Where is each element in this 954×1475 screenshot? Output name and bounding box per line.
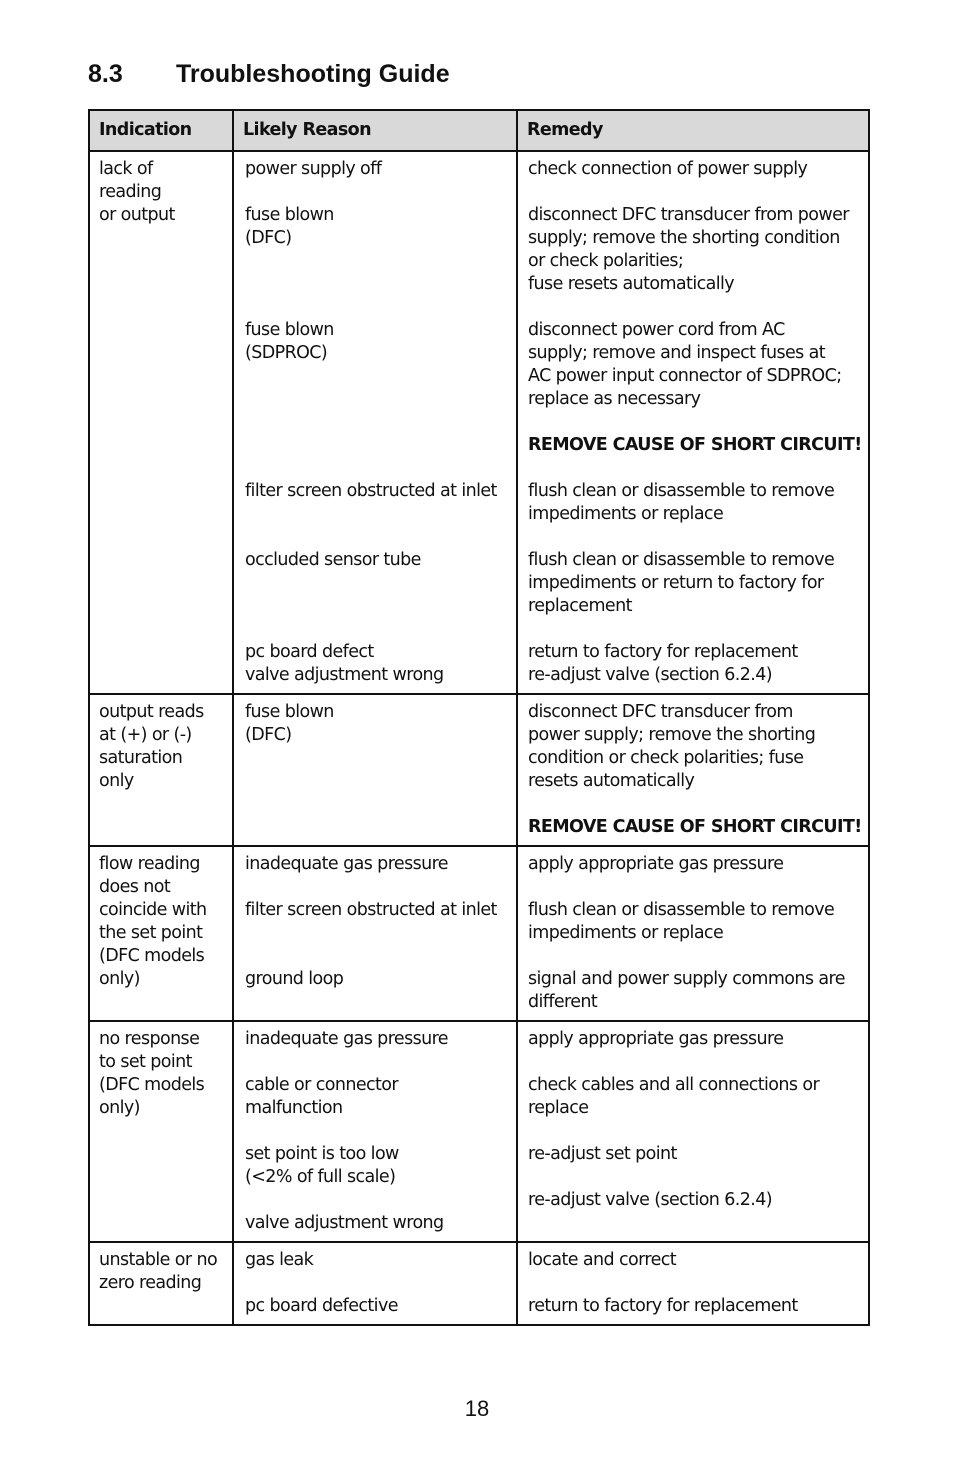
reason-text: fuse blown (DFC) [245,205,334,248]
remedy-cell [517,1021,869,1242]
remedy-text: disconnect DFC transducer from power supply; remove the shorting condition or check polarities; fuse resets automatically [528,702,816,791]
reason-text: occluded sensor tube [245,550,421,570]
indication-text: unstable or no zero reading [99,1250,218,1293]
section-title: Troubleshooting Guide [176,60,450,88]
reason-text: set point is too low (<2% of full scale) [245,1144,399,1187]
likely-reason-cell [233,151,517,694]
table-row [89,1021,869,1242]
reason-text: power supply off [245,159,382,179]
indication-cell [89,694,233,846]
remedy-cell [517,846,869,1021]
remedy-text: re-adjust valve (section 6.2.4) [528,1190,773,1210]
short-circuit-warning: REMOVE CAUSE OF SHORT CIRCUIT! [528,435,862,455]
remedy-text: locate and correct [528,1250,677,1270]
table-row [89,1242,869,1325]
reason-text: ground loop [245,969,344,989]
page-number: 18 [464,1396,490,1421]
remedy-text: re-adjust valve (section 6.2.4) [528,665,773,685]
remedy-text: re-adjust set point [528,1144,677,1164]
indication-text: output reads at (+) or (-) saturation only [99,702,204,791]
short-circuit-warning: REMOVE CAUSE OF SHORT CIRCUIT! [528,817,862,837]
indication-cell [89,1021,233,1242]
remedy-text: return to factory for replacement [528,642,798,662]
remedy-text: apply appropriate gas pressure [528,854,784,874]
remedy-text: flush clean or disassemble to remove impediments or replace [528,481,835,524]
troubleshooting-table [88,109,870,1326]
remedy-text: disconnect DFC transducer from power supply; remove the shorting condition or check polarities; fuse resets automatically [528,205,849,294]
reason-text: inadequate gas pressure [245,1029,448,1049]
indication-text: flow reading does not coincide with the set point (DFC models only) [99,854,207,989]
reason-text: fuse blown (SDPROC) [245,320,334,363]
likely-reason-cell [233,694,517,846]
remedy-text: flush clean or disassemble to remove impediments or replace [528,900,835,943]
table-header-row [89,110,869,151]
header-remedy: Remedy [517,110,869,151]
reason-text: filter screen obstructed at inlet [245,481,497,501]
section-heading [88,60,450,89]
likely-reason-cell [233,1021,517,1242]
reason-text: gas leak [245,1250,314,1270]
indication-cell [89,1242,233,1325]
remedy-text: flush clean or disassemble to remove impediments or return to factory for replacement [528,550,835,616]
reason-text: pc board defect [245,642,374,662]
remedy-text: return to factory for replacement [528,1296,798,1316]
reason-text: valve adjustment wrong [245,1213,444,1233]
likely-reason-cell [233,1242,517,1325]
indication-cell [89,846,233,1021]
indication-cell [89,151,233,694]
table-row [89,846,869,1021]
reason-text: fuse blown (DFC) [245,702,334,745]
likely-reason-cell [233,846,517,1021]
reason-text: cable or connector malfunction [245,1075,398,1118]
header-indication: Indication [89,110,233,151]
header-likely-reason: Likely Reason [233,110,517,151]
reason-text: pc board defective [245,1296,398,1316]
remedy-cell [517,694,869,846]
section-number: 8.3 [88,60,123,88]
table-row [89,694,869,846]
remedy-text: check connection of power supply [528,159,808,179]
table-row [89,151,869,694]
reason-text: inadequate gas pressure [245,854,448,874]
remedy-text: disconnect power cord from AC supply; remove and inspect fuses at AC power input connector of SDPROC; replace as necessary [528,320,842,409]
reason-text: filter screen obstructed at inlet [245,900,497,920]
remedy-cell [517,1242,869,1325]
remedy-text: apply appropriate gas pressure [528,1029,784,1049]
remedy-text: check cables and all connections or replace [528,1075,820,1118]
indication-text: lack of reading or output [99,159,175,225]
remedy-cell [517,151,869,694]
reason-text: valve adjustment wrong [245,665,444,685]
remedy-text: signal and power supply commons are different [528,969,845,1012]
indication-text: no response to set point (DFC models only) [99,1029,205,1118]
